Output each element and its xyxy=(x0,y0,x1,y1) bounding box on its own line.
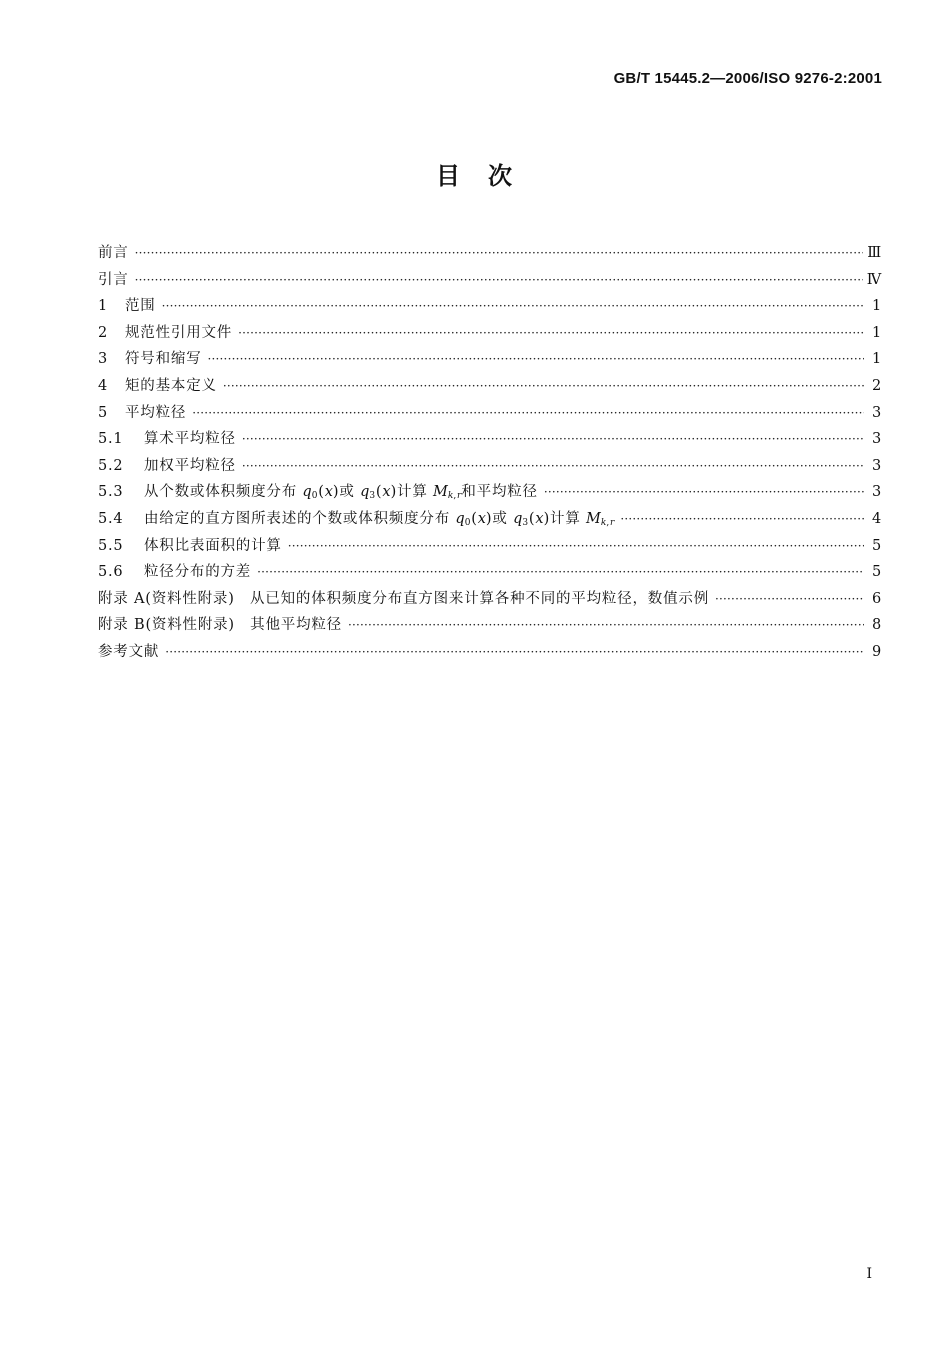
table-of-contents xyxy=(98,241,882,667)
dot-leader xyxy=(257,565,864,579)
toc-entry-page: Ⅲ xyxy=(867,245,882,261)
toc-entry-number: 1 xyxy=(98,298,109,315)
toc-entry-page: 3 xyxy=(871,404,882,421)
dot-leader xyxy=(165,645,864,659)
toc-entry-title: 体积比表面积的计算 xyxy=(144,537,282,554)
toc-entry-page: 3 xyxy=(871,457,882,474)
toc-entry[interactable] xyxy=(98,507,882,534)
toc-entry-page: 2 xyxy=(871,377,882,394)
toc-entry-title: 从个数或体积频度分布 $q_0(x)$或 $q_3(x)$计算 $M_{k,r}$和平均粒径 xyxy=(144,484,538,502)
toc-entry-number: 5.1 xyxy=(98,431,124,448)
toc-entry[interactable] xyxy=(98,454,882,481)
dot-leader xyxy=(715,592,864,606)
toc-entry-page: 1 xyxy=(871,324,882,341)
dot-leader xyxy=(242,459,864,473)
toc-entry-title: 参考文献 xyxy=(98,643,160,660)
dot-leader xyxy=(348,618,864,632)
dot-leader xyxy=(620,512,864,526)
toc-entry[interactable] xyxy=(98,347,882,374)
toc-entry-page: 3 xyxy=(871,484,882,501)
toc-entry[interactable] xyxy=(98,401,882,428)
toc-entry[interactable] xyxy=(98,613,882,640)
dot-leader xyxy=(192,406,864,420)
dot-leader xyxy=(544,485,864,499)
toc-entry[interactable] xyxy=(98,427,882,454)
toc-entry-page: 4 xyxy=(871,510,882,527)
toc-entry-number: 2 xyxy=(98,324,109,341)
toc-entry-title: 范围 xyxy=(125,298,156,315)
toc-entry-page: 9 xyxy=(871,643,882,660)
dot-leader xyxy=(208,352,865,366)
toc-entry-title: 规范性引用文件 xyxy=(125,324,233,341)
toc-entry[interactable] xyxy=(98,321,882,348)
toc-entry-title: 加权平均粒径 xyxy=(144,457,236,474)
toc-entry-title: 平均粒径 xyxy=(125,404,187,421)
toc-entry-page: 8 xyxy=(871,617,882,634)
toc-entry-page: 6 xyxy=(871,590,882,607)
toc-entry-number: 3 xyxy=(98,351,109,368)
toc-entry-number: 5 xyxy=(98,404,109,421)
toc-entry[interactable] xyxy=(98,534,882,561)
toc-entry[interactable] xyxy=(98,480,882,507)
toc-entry-page: 1 xyxy=(871,298,882,315)
toc-entry[interactable] xyxy=(98,241,882,268)
toc-entry-title: 附录 B(资料性附录) 其他平均粒径 xyxy=(98,617,342,634)
toc-entry-title: 附录 A(资料性附录) 从已知的体积频度分布直方图来计算各种不同的平均粒径，数值示例 xyxy=(98,590,709,607)
toc-entry-title: 粒径分布的方差 xyxy=(144,564,252,581)
page-title: 目 次 xyxy=(436,162,514,190)
toc-entry-page: Ⅳ xyxy=(866,271,882,288)
toc-entry-number: 5.4 xyxy=(98,510,124,527)
toc-entry[interactable] xyxy=(98,294,882,321)
dot-leader xyxy=(223,379,864,393)
toc-entry-page: 1 xyxy=(871,351,882,368)
toc-entry[interactable] xyxy=(98,640,882,667)
toc-entry-number: 5.6 xyxy=(98,564,124,581)
dot-leader xyxy=(242,432,864,446)
toc-entry-title: 前言 xyxy=(98,245,129,261)
toc-entry-number: 4 xyxy=(98,377,109,394)
toc-entry[interactable] xyxy=(98,560,882,587)
toc-entry-title: 引言 xyxy=(98,271,129,288)
toc-entry[interactable] xyxy=(98,587,882,614)
toc-entry[interactable] xyxy=(98,268,882,295)
dot-leader xyxy=(135,273,863,287)
toc-entry-page: 3 xyxy=(871,431,882,448)
toc-entry-title: 矩的基本定义 xyxy=(125,377,217,394)
page-number: I xyxy=(866,1266,872,1282)
dot-leader xyxy=(162,299,864,313)
toc-entry[interactable] xyxy=(98,374,882,401)
toc-entry-page: 5 xyxy=(871,537,882,554)
standard-code: GB/T 15445.2—2006/ISO 9276-2:2001 xyxy=(613,70,882,87)
toc-entry-page: 5 xyxy=(871,564,882,581)
toc-entry-number: 5.2 xyxy=(98,457,124,474)
dot-leader xyxy=(238,326,864,340)
dot-leader xyxy=(135,246,864,260)
toc-entry-number: 5.3 xyxy=(98,484,124,501)
dot-leader xyxy=(288,539,864,553)
toc-entry-title: 算术平均粒径 xyxy=(144,431,236,448)
toc-entry-title: 符号和缩写 xyxy=(125,351,202,368)
toc-entry-title: 由给定的直方图所表述的个数或体积频度分布 $q_0(x)$或 $q_3(x)$计算 $M_{k,r}$ xyxy=(144,510,615,528)
toc-entry-number: 5.5 xyxy=(98,537,124,554)
